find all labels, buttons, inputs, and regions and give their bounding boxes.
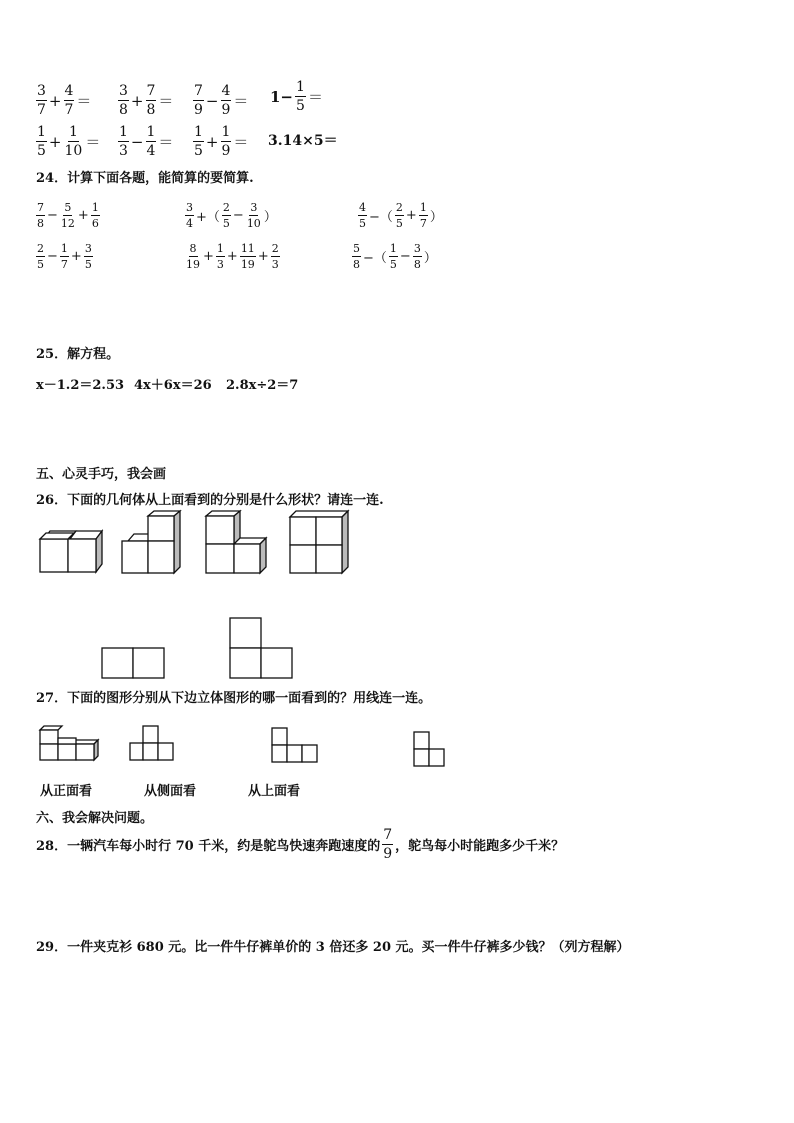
- q28-text: 28．一辆汽车每小时行 70 千米，约是鸵鸟快速奔跑速度的 $\frac{7}{9}$ ，鸵鸟每小时能跑多少千米？: [36, 827, 565, 862]
- oral-calc-item: $\frac{1}{5}$ + $\frac{1}{10}$ ＝: [37, 124, 101, 159]
- q28-fraction: $\frac{7}{9}$: [383, 827, 393, 862]
- q24-expr-5: $\frac{8}{19}$ + $\frac{1}{3}$ + $\frac{11}{19}$ + $\frac{2}{3}$: [186, 242, 279, 271]
- q27-view-a: [128, 724, 180, 764]
- oral-calc-row-1: [36, 80, 93, 117]
- q24-expr-1: $\frac{7}{8}$ − $\frac{5}{12}$ + $\frac{1}{6}$: [37, 201, 99, 230]
- top-view-2: [228, 616, 294, 680]
- q24-expr-2: $\frac{3}{4}$ +（ $\frac{2}{5}$ − $\frac{3}{10}$ ）: [186, 201, 277, 230]
- oral-calc-item: $\frac{1}{3}$ − $\frac{1}{4}$ ＝: [119, 124, 174, 159]
- q29-text: 29．一件夹克衫 680 元。比一件牛仔裤单价的 3 倍还多 20 元。买一件牛仔裤多少钱？（列方程解）: [36, 940, 630, 955]
- q27-title: 27．下面的图形分别从下边立体图形的哪一面看到的？用线连一连。: [36, 691, 432, 706]
- oral-calc-item: $\frac{1}{5}$ + $\frac{1}{9}$ ＝: [194, 124, 249, 159]
- solid-3-figure: [204, 511, 270, 575]
- label-top-view: 从上面看: [248, 784, 301, 799]
- solid-1-figure: [36, 528, 102, 574]
- oral-calc-item: $\frac{3}{8}$ + $\frac{7}{8}$ ＝: [119, 83, 174, 118]
- solid-4-figure: [288, 511, 352, 575]
- q27-solid-figure: [38, 722, 100, 762]
- solid-2-figure: [120, 511, 186, 575]
- oral-calc-item: 1− $\frac{1}{5}$ ＝: [270, 79, 323, 114]
- equation-1: x－1.2＝2.53: [36, 378, 125, 393]
- section-5-title: 五、心灵手巧，我会画: [36, 467, 167, 482]
- oral-calc-decimal: 3.14×5＝: [268, 133, 338, 149]
- q25-title: 25．解方程。: [36, 347, 120, 362]
- section-6-title: 六、我会解决问题。: [36, 811, 154, 826]
- q24-expr-6: $\frac{5}{8}$ −（ $\frac{1}{5}$ − $\frac{3}{8}$ ）: [353, 242, 437, 271]
- q26-title: 26．下面的几何体从上面看到的分别是什么形状？请连一连.: [36, 493, 384, 508]
- equation-3: 2.8x÷2＝7: [226, 378, 299, 393]
- q24-title: 24．计算下面各题，能简算的要简算.: [36, 171, 254, 186]
- q27-view-c: [412, 730, 452, 770]
- oral-calc-item: $\frac{3}{7}$ + $\frac{4}{7}$ ＝: [37, 83, 92, 118]
- top-view-1: [100, 646, 166, 680]
- label-front-view: 从正面看: [40, 784, 93, 799]
- label-side-view: 从侧面看: [144, 784, 197, 799]
- q27-view-b: [270, 726, 322, 766]
- equation-2: 4x＋6x＝26: [134, 378, 212, 393]
- q24-expr-3: $\frac{4}{5}$ −（ $\frac{2}{5}$ + $\frac{1}{7}$ ）: [359, 201, 443, 230]
- oral-calc-item: $\frac{7}{9}$ − $\frac{4}{9}$ ＝: [194, 83, 249, 118]
- q24-expr-4: $\frac{2}{5}$ − $\frac{1}{7}$ + $\frac{3}{5}$: [37, 242, 92, 271]
